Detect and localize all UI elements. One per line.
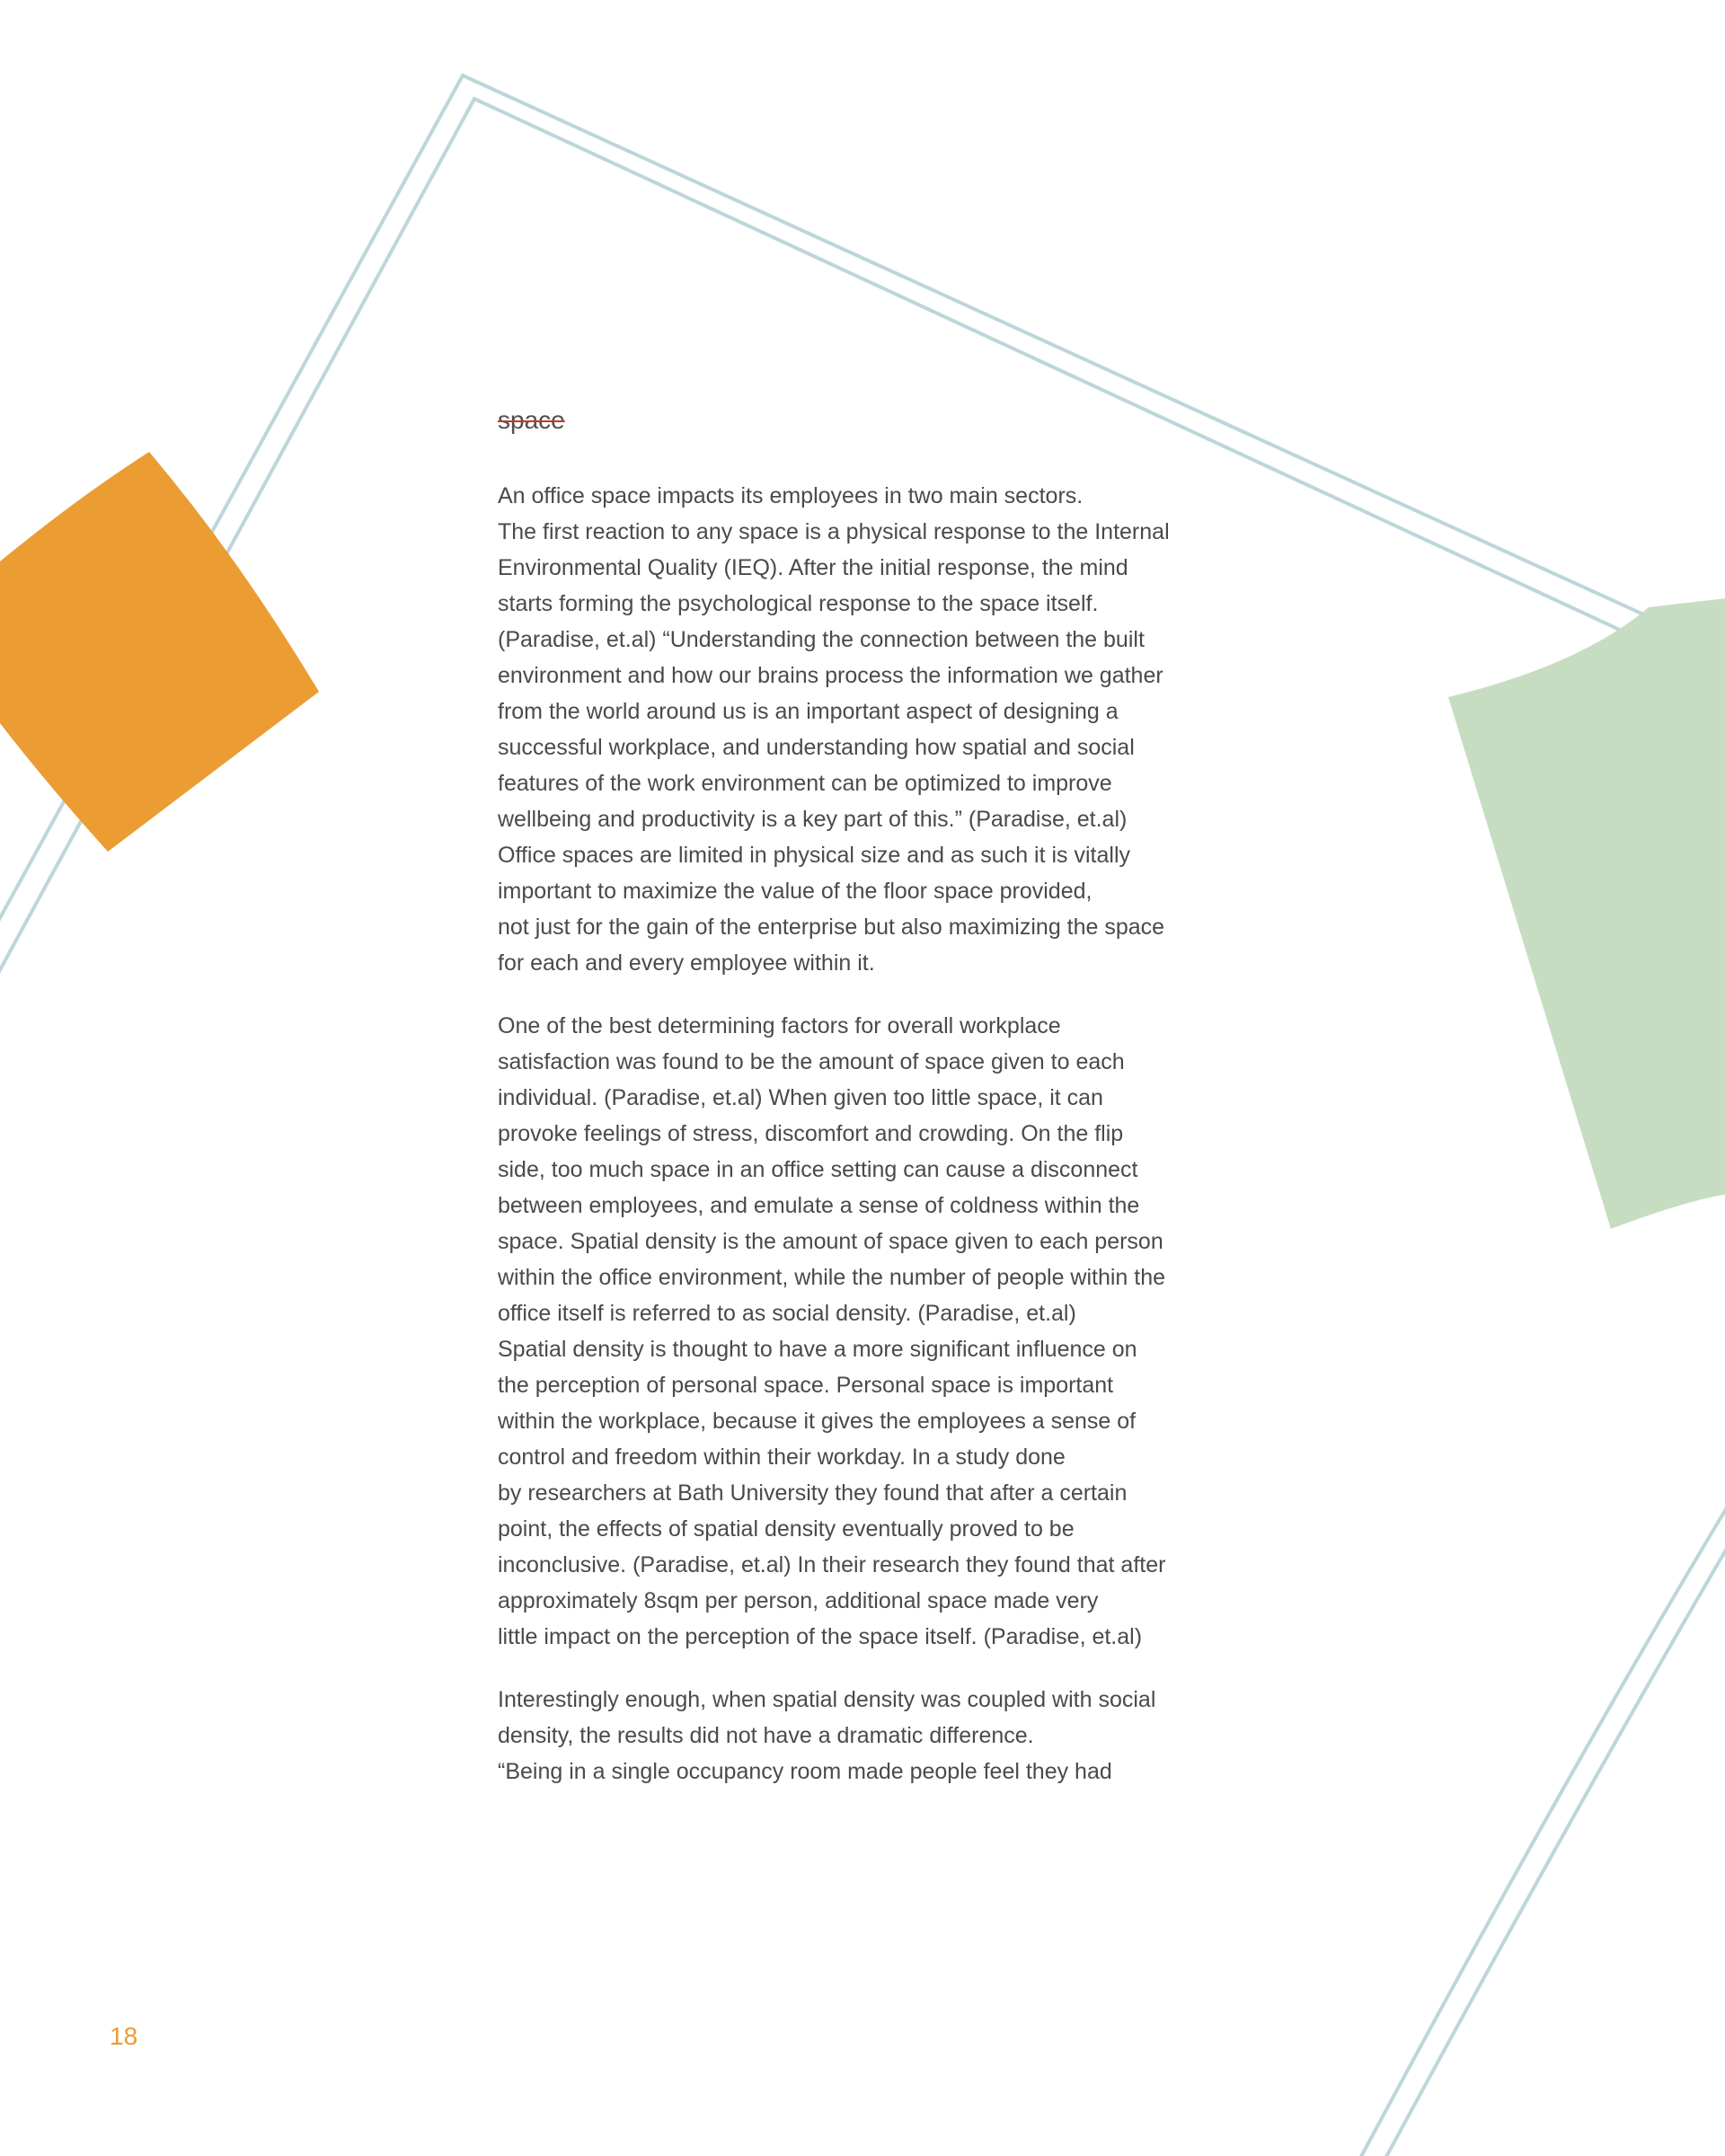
text-line: individual. (Paradise, et.al) When given too little space, it can [498,1085,1103,1110]
text-line: not just for the gain of the enterprise but also maximizing the space [498,915,1165,940]
text-line: point, the effects of spatial density eventually proved to be [498,1516,1075,1542]
paragraph [498,1682,1288,1789]
frame-line-lower-right-outer [1357,1496,1725,2156]
text-line: within the office environment, while the number of people within the [498,1265,1166,1290]
text-line: within the workplace, because it gives the employees a sense of [498,1409,1137,1434]
text-line: satisfaction was found to be the amount of space given to each [498,1049,1125,1074]
text-line: Environmental Quality (IEQ). After the initial response, the mind [498,555,1128,580]
text-line: between employees, and emulate a sense of coldness within the [498,1193,1140,1218]
orange-shape [0,452,319,852]
text-line: approximately 8sqm per person, additional space made very [498,1588,1099,1613]
text-line: inconclusive. (Paradise, et.al) In their research they found that after [498,1552,1166,1577]
text-line: for each and every employee within it. [498,950,875,976]
text-line: control and freedom within their workday. In a study done [498,1445,1066,1470]
paragraph [498,1008,1288,1655]
text-line: the perception of personal space. Personal space is important [498,1373,1114,1398]
text-line: successful workplace, and understanding how spatial and social [498,735,1135,760]
text-line: side, too much space in an office setting can cause a disconnect [498,1157,1138,1182]
text-line: features of the work environment can be optimized to improve [498,771,1112,796]
text-line: One of the best determining factors for overall workplace [498,1013,1061,1038]
text-line: important to maximize the value of the floor space provided, [498,879,1092,904]
text-line: The first reaction to any space is a physical response to the Internal [498,519,1170,544]
text-line: Interestingly enough, when spatial density was coupled with social [498,1687,1156,1712]
page-number: 18 [110,2022,138,2050]
green-shape [1448,597,1725,1229]
text-line: space. Spatial density is the amount of space given to each person [498,1229,1163,1254]
text-line: office itself is referred to as social density. (Paradise, et.al) [498,1301,1076,1326]
text-line: little impact on the perception of the space itself. (Paradise, et.al) [498,1624,1143,1649]
text-line: provoke feelings of stress, discomfort and crowding. On the flip [498,1121,1124,1146]
text-line: density, the results did not have a dramatic difference. [498,1723,1034,1748]
text-line: starts forming the psychological response to the space itself. [498,591,1099,616]
body-text [498,478,1288,1816]
text-line: wellbeing and productivity is a key part of this.” (Paradise, et.al) [498,807,1128,832]
text-line: environment and how our brains process the information we gather [498,663,1163,688]
text-line: (Paradise, et.al) “Understanding the connection between the built [498,627,1145,652]
text-line: Spatial density is thought to have a more significant influence on [498,1337,1137,1362]
text-line: “Being in a single occupancy room made people feel they had [498,1759,1112,1784]
frame-line-lower-right-inner [1382,1536,1725,2156]
text-line: Office spaces are limited in physical size and as such it is vitally [498,843,1131,868]
paragraph [498,478,1288,981]
text-line: from the world around us is an important aspect of designing a [498,699,1119,724]
section-heading: space [498,406,565,434]
text-line: An office space impacts its employees in two main sectors. [498,483,1084,508]
text-line: by researchers at Bath University they found that after a certain [498,1480,1128,1506]
